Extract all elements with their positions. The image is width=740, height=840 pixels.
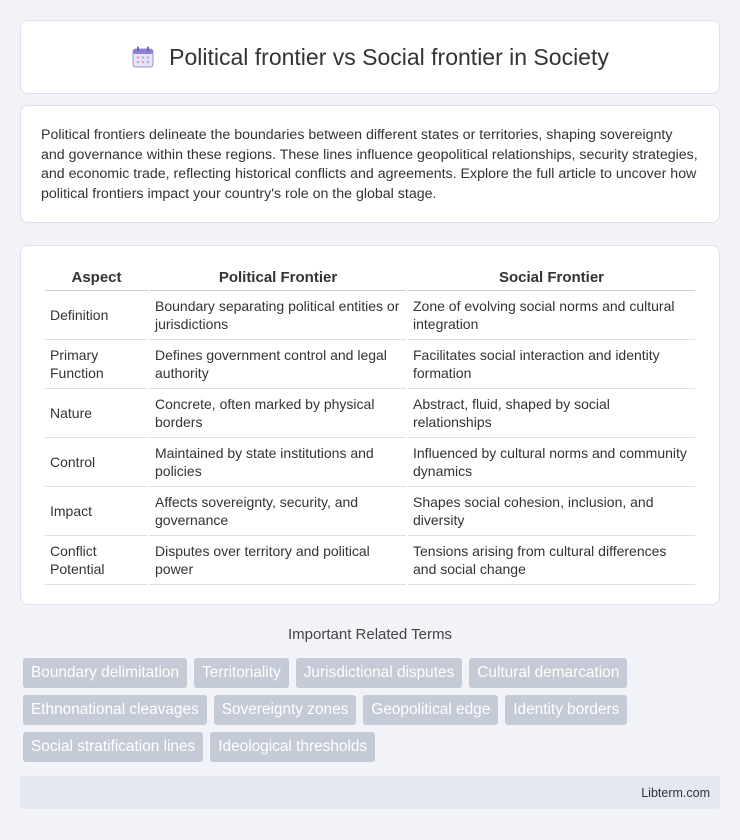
- cell-political: Affects sovereignty, security, and governance: [150, 487, 406, 536]
- intro-text: Political frontiers delineate the boundaries between different states or territories, shaping sovereignty and governance within these regions. These lines influence geopolitical relationships, security strategies, and economic trade, reflecting historical conflicts and agreements. Explore the full article to uncover how political frontiers impact your country's role on the global stage.: [41, 127, 698, 202]
- table-row: [45, 389, 695, 438]
- header-social: Social Frontier: [408, 266, 695, 291]
- related-term-tag[interactable]: Jurisdictional disputes: [296, 658, 463, 688]
- header-aspect: Aspect: [45, 266, 148, 291]
- table-row: [45, 291, 695, 340]
- related-term-tag[interactable]: Geopolitical edge: [363, 695, 498, 725]
- cell-political: Concrete, often marked by physical borders: [150, 389, 406, 438]
- related-term-tag[interactable]: Ethnonational cleavages: [23, 695, 207, 725]
- related-term-tag[interactable]: Social stratification lines: [23, 732, 203, 762]
- table-row: [45, 340, 695, 389]
- cell-aspect: Control: [45, 438, 148, 487]
- related-term-tag[interactable]: Cultural demarcation: [469, 658, 627, 688]
- cell-social: Influenced by cultural norms and community dynamics: [408, 438, 695, 487]
- cell-political: Defines government control and legal authority: [150, 340, 406, 389]
- related-terms-title: Important Related Terms: [288, 626, 452, 643]
- related-term-tag[interactable]: Sovereignty zones: [214, 695, 357, 725]
- comparison-card: [20, 245, 720, 605]
- cell-aspect: Nature: [45, 389, 148, 438]
- table-row: [45, 536, 695, 585]
- table-header-row: [45, 266, 695, 291]
- cell-social: Tensions arising from cultural differences and social change: [408, 536, 695, 585]
- cell-social: Shapes social cohesion, inclusion, and diversity: [408, 487, 695, 536]
- footer-site-link[interactable]: Libterm.com: [641, 785, 710, 800]
- related-term-tag[interactable]: Ideological thresholds: [210, 732, 375, 762]
- cell-aspect: Definition: [45, 291, 148, 340]
- title-card: [20, 20, 720, 94]
- related-term-tag[interactable]: Boundary delimitation: [23, 658, 187, 688]
- header-political: Political Frontier: [150, 266, 406, 291]
- cell-social: Abstract, fluid, shaped by social relationships: [408, 389, 695, 438]
- footer: [20, 776, 720, 809]
- intro-card: [20, 105, 720, 223]
- comparison-table: [43, 266, 697, 585]
- related-term-tag[interactable]: Identity borders: [505, 695, 627, 725]
- cell-political: Boundary separating political entities or jurisdictions: [150, 291, 406, 340]
- related-term-tag[interactable]: Territoriality: [194, 658, 289, 688]
- cell-aspect: Primary Function: [45, 340, 148, 389]
- page-title: Political frontier vs Social frontier in Society: [169, 43, 609, 70]
- cell-political: Maintained by state institutions and policies: [150, 438, 406, 487]
- cell-political: Disputes over territory and political power: [150, 536, 406, 585]
- cell-aspect: Impact: [45, 487, 148, 536]
- calendar-icon: [131, 45, 155, 69]
- cell-social: Zone of evolving social norms and cultural integration: [408, 291, 695, 340]
- cell-social: Facilitates social interaction and identity formation: [408, 340, 695, 389]
- table-row: [45, 438, 695, 487]
- cell-aspect: Conflict Potential: [45, 536, 148, 585]
- related-terms-list: [23, 658, 723, 769]
- table-row: [45, 487, 695, 536]
